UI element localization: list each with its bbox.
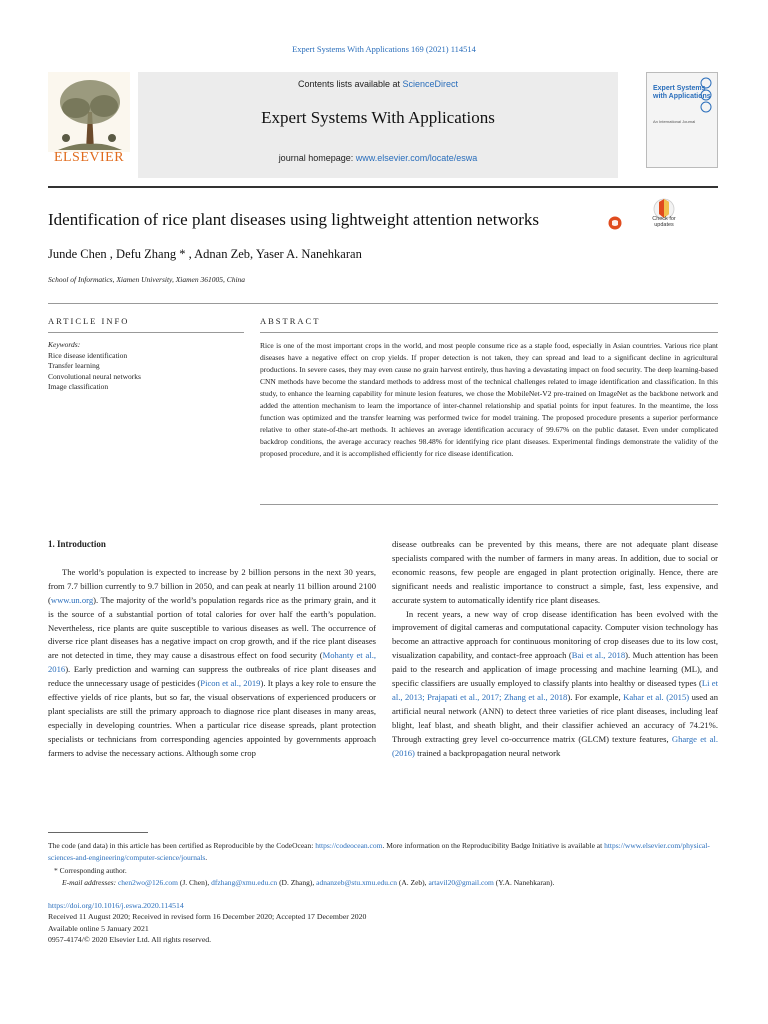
homepage-link[interactable]: www.elsevier.com/locate/eswa [355,153,478,163]
contents-line [138,79,618,89]
citation-link[interactable]: Kahar et al. (2015) [623,691,690,702]
cover-title: Expert Systems with Applications [653,85,711,100]
header-rule [48,186,718,188]
abstract-heading: ABSTRACT [260,316,321,326]
publisher-name: ELSEVIER [53,150,125,165]
doi-link[interactable]: https://doi.org/10.1016/j.eswa.2020.114514 [48,901,184,910]
homepage-line [138,153,618,163]
body-column-right [392,538,718,761]
available-online: Available online 5 January 2021 [48,923,149,933]
keywords-block [48,340,244,393]
check-for-updates-badge[interactable] [645,196,683,234]
keyword-item: Image classification [48,382,109,391]
article-title: Identification of rice plant diseases using lightweight attention networks [48,210,539,229]
citation-link[interactable]: www.un.org [50,594,94,605]
text-run: used an artificial neural network (ANN) to detect three varieties of rice plant diseases, including leaf blight, leaf blast, and sheath blight, and their classifier achieved an accuracy of 74.21%. Through extracting grey level co-occurrence matrix (GLCM) texture features, [392,691,718,744]
text-run: (J. Chen), [178,877,212,887]
text-run: In recent years, a new way of crop disease identification has been evolved with the improvement of digital cameras and computational capacity. Computer vision technology has become an attractive approach for continuous monitoring of crop diseases due to its low cost, visualization capability, and contact-free approach ( [392,608,718,661]
received-dates: Received 11 August 2020; Received in revised form 16 December 2020; Accepted 17 December 2020 [48,912,367,922]
intro-paragraph-1 [48,566,376,761]
article-info-rule [48,332,244,333]
code-certification-note [48,840,718,865]
citation-link[interactable]: Li et al., 2013; Prajapati et al., 2017; Zhang et al., 2018 [392,678,718,702]
email-link[interactable]: chen2wo@126.com [117,877,178,887]
text-run: (Y.A. Nanehkaran). [493,877,555,887]
cover-decoration-icon [699,77,713,117]
text-run: (D. Zhang), [277,877,317,887]
article-info-heading: ARTICLE INFO [48,316,130,326]
text-run: The code (and data) in this article has been certified as Reproducible by the CodeOcean: [48,841,316,850]
text-run: ). Early prediction and warning can suppress the outbreaks of rice plant diseases and reduce the unnecessary usage of pesticides ( [48,664,376,689]
intro-paragraph-1-continued: disease outbreaks can be prevented by this means, there are not adequate plant disease specialists compared with the number of farmers in many areas. In addition, due to social or economic reasons, few people are engaged in plant protection originally. Hence, there are significant needs and realistic importance to construct a simple, fast, less expensive, and accurate system to automatically identify rice plant diseases. [392,539,718,605]
text-run: ). The majority of the world’s population regards rice as the primary grain, and it is the source of a substantial portion of total calories for over half the earth’s population. Nevertheless, rice plants are quite susceptible to various diseases as well. The occurrence of diverse rice plant diseases has a negative impact on crop growth, and if the rice plant diseases are not detected in time, they may cause a disastrous effect on food security ( [48,594,376,661]
corresponding-author-note: * Corresponding author. [54,865,127,875]
keyword-item: Rice disease identification [48,350,128,360]
cover-subtitle: An International Journal [653,119,696,124]
email-label: E-mail addresses: [62,877,118,887]
text-run: . [205,853,208,863]
codeocean-link[interactable]: https://codeocean.com [315,841,383,850]
footnote-rule [48,832,148,833]
text-run: . More information on the Reproducibility Badge Initiative is available at [382,841,605,850]
author-list: Junde Chen , Defu Zhang * , Adnan Zeb, Yaser A. Nanehkaran [48,247,362,261]
keyword-item: Transfer learning [48,361,100,370]
text-run: (A. Zeb), [396,877,429,887]
email-addresses [48,877,718,889]
homepage-prefix: journal homepage: [278,153,356,163]
footnotes [48,840,718,889]
journal-reference[interactable]: Expert Systems With Applications 169 (2021) 114514 [292,44,476,54]
email-link[interactable]: dfzhang@xmu.edu.cn [211,877,278,887]
title-rule [48,303,718,304]
text-run: The world’s population is expected to increase by 2 billion persons in the next 30 years, from 7.7 billion currently to 9.7 billion in 2050, and can peak at nearly 11 billion around 2100 ( [48,566,376,605]
sciencedirect-link[interactable]: ScienceDirect [402,79,459,89]
email-link[interactable]: artavil20@gmail.com [428,877,494,887]
badge-initiative-link[interactable]: https://www.elsevier.com/physical-sciences-and-engineering/computer-science/journals [48,841,710,863]
citation-link[interactable]: Gharge et al. (2016) [392,733,719,758]
abstract-bottom-rule [260,504,718,505]
bibliographic-info [48,900,718,946]
copyright-line: 0957-4174/© 2020 Elsevier Ltd. All rights reserved. [48,935,212,945]
section-heading-introduction: 1. Introduction [48,539,106,549]
text-run: trained a backpropagation neural network [414,747,561,758]
abstract-rule [260,332,718,333]
body-column-left [48,538,376,761]
check-updates-label: Check for updates [652,216,676,228]
text-run: ). It plays a key role to ensure the effective yields of rice plants, but so far, the visual observations of experienced producers or plant specialists are still the primary approach to diagnose rice plant diseases in many areas, especially in developing countries. When a particular rice disease spreads, plant protection specialists or technicians from corresponding agencies appointed by governments approach farmers to advise the necessary actions. Although some crop [48,678,376,758]
abstract-text: Rice is one of the most important crops in the world, and most people consume rice as a staple food, especially in Asian countries. Various rice plant diseases have a negative effect on crop yields. If proper detection is not taken, they can spread and lead to a significant decline in agricultural productions. In severe cases, they may even cause no grain harvest entirely, thus having a devastating impact on food security. The deep learning-based CNN methods have become the standard methods to address most of the technical challenges related to image identification and classification. In this study, to enhance the learning capability for minute lesion features, we chose the MobileNet-V2 pre-trained on ImageNet as the backbone network and added the attention mechanism to learn the importance of inter-channel relationship and spatial points for input features. In the meantime, the loss function was optimized and the transfer learning was performed twice for model training. The proposed procedure presents a superior performance relative to other state-of-the-art methods. It achieves an average identification accuracy of 99.67% on the public dataset. Even under complicated backdrop conditions, the average accuracy reaches 98.48% for identifying rice plant diseases. Experimental findings demonstrate the validity of the proposed procedure, and it is accomplished efficiently for rice disease identification. [260,341,718,458]
email-link[interactable]: adnanzeb@stu.xmu.edu.cn [316,877,397,887]
citation-link[interactable]: Mohanty et al., 2016 [48,650,376,675]
journal-title: Expert Systems With Applications [261,108,495,127]
affiliation: School of Informatics, Xiamen University, Xiamen 361005, China [48,275,246,284]
contents-prefix: Contents lists available at [297,79,403,89]
crossmark-icon[interactable] [608,216,622,230]
citation-link[interactable]: Picon et al., 2019 [200,678,261,689]
journal-cover-image [646,72,718,168]
citation-link[interactable]: Bai et al., 2018 [571,650,626,661]
check-updates-icon [645,196,683,234]
text-run: ). For example, [567,691,624,702]
keyword-item: Convolutional neural networks [48,371,141,381]
text-run: ). Much attention has been paid to the research and application of image processing and machine learning (ML), and specific classifiers are usually employed to classify plants into healthy or diseased types ( [392,650,718,689]
keywords-label: Keywords: [48,340,81,349]
intro-paragraph-2 [392,608,718,761]
